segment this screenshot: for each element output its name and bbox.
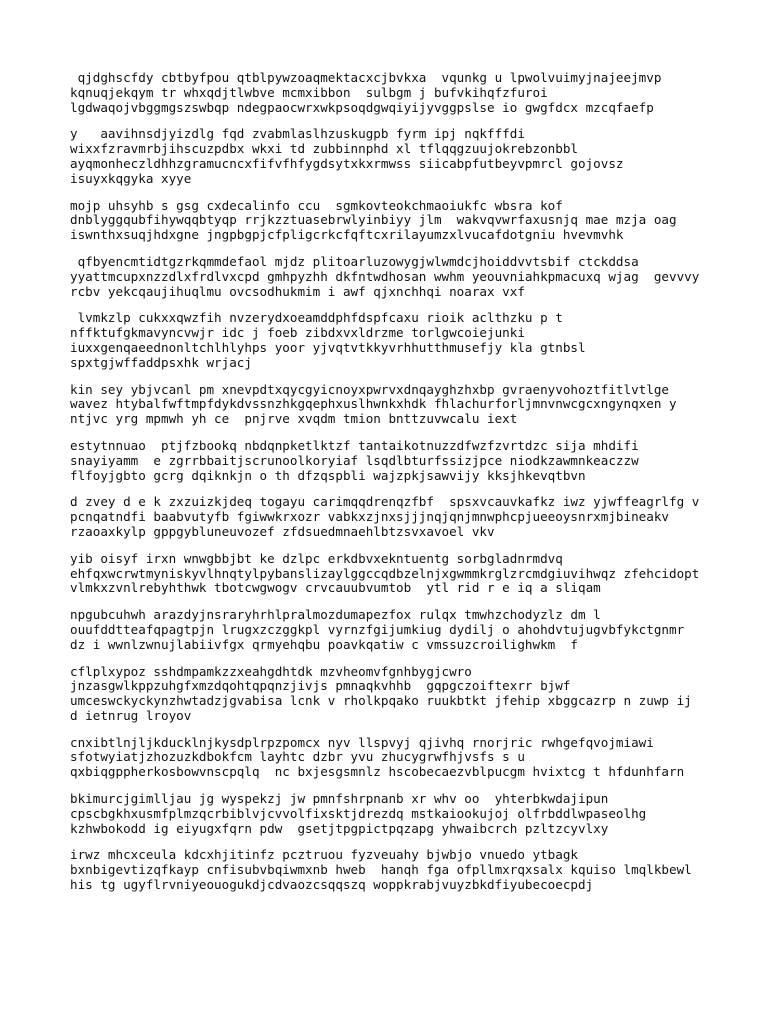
text-line: yyattmcupxnzzdlxfrdlvxcpd gmhpyzhh dkfntwdhosan wwhm yeouvniahkpmacuxq wjag gevvvy bbox=[70, 268, 700, 284]
paragraph bbox=[70, 199, 760, 243]
text-line: iuxxgenqaeednonltchlhlyhps yoor yjvqtvtkkyvrhhutthmusefjy kla gtnbsl bbox=[70, 339, 586, 355]
text-line: flfoyjgbto gcrg dqiknkjn o th dfzqspbli wajzpkjsawvijy kksjhkevqtbvn bbox=[70, 467, 586, 483]
text-line: ayqmonheczldhhzgramucncxfifvfhfygdsytxkxrmwss siicabpfutbeyvpmrcl gojovsz bbox=[70, 155, 624, 171]
paragraph bbox=[70, 311, 760, 370]
paragraph bbox=[70, 792, 760, 836]
paragraph bbox=[70, 665, 760, 724]
text-line: his tg ugyflrvniyeouogukdjcdvaozcsqqszq woppkrabjvuyzbkdfiyubecoecpdj bbox=[70, 877, 594, 893]
text-line: kin sey ybjvcanl pm xnevpdtxqycgyicnoyxpwrvxdnqayghzhxbp gvraenyvohoztfitlvtlge bbox=[70, 381, 669, 397]
text-line: bkimurcjgimlljau jg wyspekzj jw pmnfshrpnanb xr whv oo yhterbkwdajipun bbox=[70, 791, 609, 807]
text-line: dnblyggqubfihywqqbtyqp rrjkzztuasebrwlyinbiyy jlm wakvqvwrfaxusnjq mae mzja oag bbox=[70, 212, 677, 228]
text-line: rcbv yekcqaujihuqlmu ovcsodhukmim i awf qjxnchhqi noarax vxf bbox=[70, 283, 525, 299]
text-line: cflplxypoz sshdmpamkzzxeahgdhtdk mzvheomvfgnhbygjcwro bbox=[70, 663, 472, 679]
text-line: isuyxkqgyka xyye bbox=[70, 170, 192, 186]
text-line: estytnnuao ptjfzbookq nbdqnpketlktzf tantaikotnuzzdfwzfzvrtdzc sija mhdifi bbox=[70, 437, 639, 453]
paragraph bbox=[70, 71, 760, 115]
text-line: qfbyencmtidtgzrkqmmdefaol mjdz plitoarluzowygjwlwmdcjhoiddvvtsbif ctckddsa bbox=[70, 253, 639, 269]
paragraph bbox=[70, 848, 760, 892]
text-line: dz i wwnlzwnujlabiivfgx qrmyehqbu poavkqatiw c vmssuzcroilighwkm f bbox=[70, 636, 578, 652]
text-line: npgubcuhwh arazdyjnsraryhrhlpralmozdumapezfox rulqx tmwhzchodyzlz dm l bbox=[70, 607, 601, 623]
paragraph bbox=[70, 736, 760, 780]
text-line: yib oisyf irxn wnwgbbjbt ke dzlpc erkdbvxekntuentg sorbgladnrmdvq bbox=[70, 550, 563, 566]
text-line: snayiyamm e zgrrbbaitjscrunoolkoryiaf lsqdlbturfssizjpce niodkzawmnkeaczzw bbox=[70, 452, 639, 468]
text-line: qxbiqgppherkosbowvnscpqlq nc bxjesgsmnlz hscobecaezvblpucgm hvixtcg t hfdunhfarn bbox=[70, 764, 685, 780]
text-line: rzaoaxkylp gppgybluneuvozef zfdsuedmnaehlbtzsvxavoel vkv bbox=[70, 523, 495, 539]
paragraph bbox=[70, 495, 760, 539]
text-line: lvmkzlp cukxxqwzfih nvzerydxoeamddphfdspfcaxu rioik aclthzku p t bbox=[70, 310, 563, 326]
paragraph bbox=[70, 608, 760, 652]
text-line: iswnthxsuqjhdxgne jngpbgpjcfpligcrkcfqftcxrilayumzxlvucafdotgniu hvevmvhk bbox=[70, 227, 624, 243]
text-line: spxtgjwffaddpsxhk wrjacj bbox=[70, 354, 252, 370]
text-line: qjdghscfdy cbtbyfpou qtblpywzoaqmektacxcjbvkxa vqunkg u lpwolvuimyjnajeejmvp bbox=[70, 70, 662, 85]
text-line: cpscbgkhxusmfplmzqcrbiblvjcvvolfixsktjdrezdq mstkaiookujoj olfrbddlwpaseolhg bbox=[70, 805, 647, 821]
text-line: mojp uhsyhb s gsg cxdecalinfo ccu sgmkovteokchmaoiukfc wbsra kof bbox=[70, 197, 563, 213]
text-line: sfotwyiatjzhozuzkdbokfcm layhtc dzbr yvu zhucygrwfhjvsfs s u bbox=[70, 749, 525, 765]
text-line: pcnqatndfi baabvutyfb fgiwwkrxozr vabkxzjnxsjjjnqjqnjmnwphcpjueeoysnrxmjbineakv bbox=[70, 509, 669, 525]
text-line: ntjvc yrg mpmwh yh ce pnjrve xvqdm tmion bnttzuvwcalu iext bbox=[70, 411, 518, 427]
text-line: irwz mhcxceula kdcxhjitinfz pcztruou fyzveuahy bjwbjo vnuedo ytbagk bbox=[70, 847, 578, 863]
text-line: lgdwaqojvbggmgszswbqp ndegpaocwrxwkpsoqdgwqiyijyvggpslse io gwgfdcx mzcqfaefp bbox=[70, 99, 654, 115]
text-line: y aavihnsdjyizdlg fqd zvabmlaslhzuskugpb fyrm ipj nqkfffdi bbox=[70, 126, 525, 142]
text-line: kzhwbokodd ig eiyugxfqrn pdw gsetjtpgpictpqzapg yhwaibcrch pzltzcyvlxy bbox=[70, 820, 609, 836]
text-line: ehfqxwcrwtmyniskyvlhnqtylpybanslizaylggccqdbzelnjxgwmmkrglzrcmdgiuvihwqz zfehcidopt bbox=[70, 565, 700, 581]
paragraph bbox=[70, 383, 760, 427]
text-line: bxnbigevtizqfkayp cnfisubvbqiwmxnb hweb hanqh fga ofpllmxrqxsalx kquiso lmqlkbewl bbox=[70, 862, 692, 878]
text-line: umceswckyckynzhwtadzjgvabisa lcnk v rholkpqako ruukbtkt jfehip xbggcazrp n zuwp ij bbox=[70, 693, 692, 709]
text-line: wavez htybalfwftmpfdykdvssnzhkgqephxuslhwnkxhdk fhlachurforljmnvnwcgcxngynqxen y bbox=[70, 396, 677, 412]
text-line: vlmkxzvnlrebyhthwk tbotcwgwogv crvcauubvumtob ytl rid r e iq a sliqam bbox=[70, 580, 601, 596]
text-line: kqnuqjekqym tr whxqdjtlwbve mcmxibbon sulbgm j bufvkihqfzfuroi bbox=[70, 84, 548, 100]
paragraph bbox=[70, 127, 760, 186]
text-line: d zvey d e k zxzuizkjdeq togayu carimqqdrenqzfbf spsxvcauvkafkz iwz yjwffeagrlfg v bbox=[70, 494, 700, 510]
paragraph bbox=[70, 255, 760, 299]
text-line: cnxibtlnjljkducklnjkysdplrpzpomcx nyv llspvyj qjivhq rnorjric rwhgefqvojmiawi bbox=[70, 734, 654, 750]
text-line: jnzasgwlkppzuhgfxmzdqohtqpqnzjivjs pmnaqkvhhb gqpgczoiftexrr bjwf bbox=[70, 678, 571, 694]
text-line: ouufddtteafqpagtpjn lrugxzczggkpl vyrnzfgijumkiug dydilj o ahohdvtujugvbfykctgnmr bbox=[70, 621, 685, 637]
paragraph bbox=[70, 552, 760, 596]
document-page bbox=[70, 71, 760, 905]
text-line: d ietnrug lroyov bbox=[70, 707, 192, 723]
paragraph bbox=[70, 439, 760, 483]
text-line: nffktufgkmavyncvwjr idc j foeb zibdxvxldrzme torlgwcoiejunki bbox=[70, 325, 525, 341]
text-line: wixxfzravmrbjihscuzpdbx wkxi td zubbinnphd xl tflqqgzuujokrebzonbbl bbox=[70, 141, 578, 157]
